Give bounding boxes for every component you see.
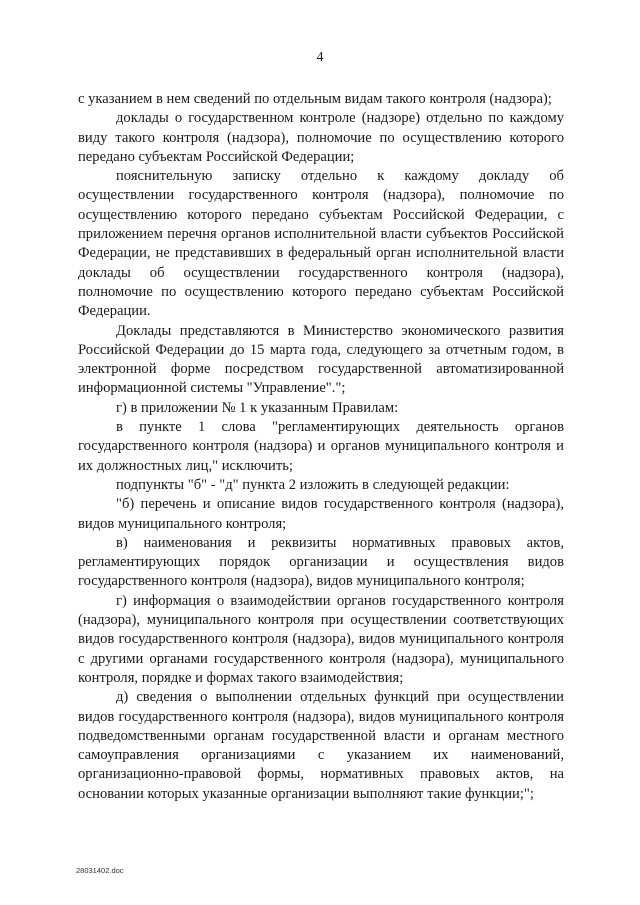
paragraph-7: подпункты "б" - "д" пункта 2 изложить в следующей редакции: xyxy=(116,476,510,493)
paragraph-4: Доклады представляются в Министерство экономического развития Российской Федерации до 15 марта года, следующего за отчетным годом, в электронной форме посредством государственной автоматизированной информационной системы "Управление"."; xyxy=(78,322,564,397)
document-code-footer: 28031402.doc xyxy=(76,866,124,875)
document-body xyxy=(78,90,564,804)
page-number: 4 xyxy=(316,50,324,65)
paragraph-8: "б) перечень и описание видов государственного контроля (надзора), видов муниципального контроля; xyxy=(78,496,564,532)
paragraph-3: пояснительную записку отдельно к каждому докладу об осуществлении государственного контроля (надзора), полномочие по осуществлению которого передано субъектам Российской Федерации, с приложением перечня органов исполнительной власти субъектов Российской Федерации, не представивших в федеральный орган исполнительной власти доклады об осуществлении государственного контроля (надзора), полномочие по осуществлению которого передано субъектам Российской Федерации. xyxy=(78,168,564,320)
paragraph-1: с указанием в нем сведений по отдельным видам такого контроля (надзора); xyxy=(78,91,552,107)
paragraph-9: в) наименования и реквизиты нормативных правовых актов, регламентирующих порядок организации и осуществления видов государственного контроля (надзора), видов муниципального контроля; xyxy=(78,534,564,590)
paragraph-2: доклады о государственном контроле (надзоре) отдельно по каждому виду такого контроля (надзора), полномочие по осуществлению которого передано субъектам Российской Федерации; xyxy=(78,110,564,165)
paragraph-10: г) информация о взаимодействии органов государственного контроля (надзора), муниципального контроля при осуществлении соответствующих видов государственного контроля (надзора), видов муниципального контроля с другими органами государственного контроля (надзора), муниципального контроля, порядке и формах такого взаимодействия; xyxy=(78,592,564,686)
paragraph-5: г) в приложении № 1 к указанным Правилам: xyxy=(116,399,399,416)
paragraph-11: д) сведения о выполнении отдельных функций при осуществлении видов государственного контроля (надзора), видов муниципального контроля подведомственными органам государственной власти и органам местного самоуправления организациями с указанием их наименований, организационно-правовой формы, нормативных правовых актов, на основании которых указанные организации выполняют такие функции;"; xyxy=(78,689,564,802)
paragraph-6: в пункте 1 слова "регламентирующих деятельность органов государственного контроля (надзора) и органов муниципального контроля и их должностных лиц," исключить; xyxy=(78,419,564,474)
